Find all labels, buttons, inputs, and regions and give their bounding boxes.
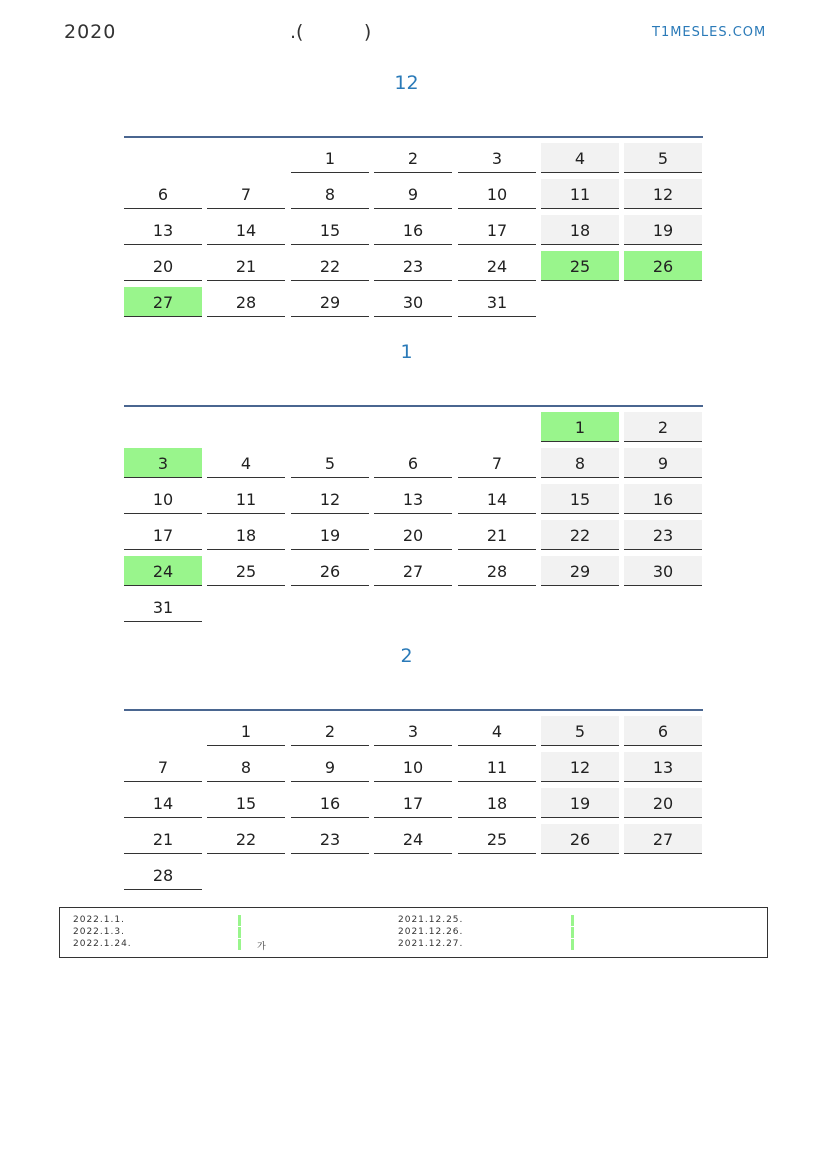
day-cell: 18 [207,520,285,550]
day-cell: 22 [541,520,619,550]
legend-item [73,927,393,939]
day-cell: 31 [124,592,202,622]
day-cell: 23 [624,520,702,550]
day-cell: 29 [291,287,369,317]
legend-item [398,927,718,939]
day-cell: 26 [541,824,619,854]
legend-date: 2022.1.3. [73,927,125,937]
day-cell: 20 [124,251,202,281]
day-cell: 22 [207,824,285,854]
day-cell: 26 [624,251,702,281]
day-cell: 14 [124,788,202,818]
day-cell: 11 [207,484,285,514]
day-cell: 31 [458,287,536,317]
day-cell: 12 [291,484,369,514]
holiday-marker [571,939,574,950]
holiday-marker [571,915,574,926]
day-cell: 17 [124,520,202,550]
page-subtitle: .( ) [290,21,372,43]
day-cell: 4 [541,143,619,173]
day-cell: 16 [291,788,369,818]
day-cell: 18 [541,215,619,245]
day-cell: 3 [458,143,536,173]
legend-date: 2021.12.27. [398,939,464,949]
day-cell: 6 [374,448,452,478]
day-cell: 7 [207,179,285,209]
legend-item [73,939,393,951]
holiday-marker [238,939,241,950]
day-cell: 28 [458,556,536,586]
day-cell: 5 [291,448,369,478]
day-cell: 2 [374,143,452,173]
day-cell: 8 [207,752,285,782]
month-divider [124,405,703,407]
legend-name: 가 [257,942,267,952]
day-cell: 9 [624,448,702,478]
day-cell: 17 [374,788,452,818]
day-cell: 19 [624,215,702,245]
day-cell: 25 [458,824,536,854]
day-cell: 24 [458,251,536,281]
month-title: 1 [400,341,413,363]
day-cell: 14 [458,484,536,514]
day-cell: 24 [124,556,202,586]
day-cell: 4 [207,448,285,478]
day-cell: 23 [291,824,369,854]
day-cell: 20 [374,520,452,550]
day-cell: 12 [624,179,702,209]
holiday-marker [238,915,241,926]
day-cell: 21 [124,824,202,854]
day-cell: 23 [374,251,452,281]
day-cell: 17 [458,215,536,245]
day-cell: 8 [291,179,369,209]
day-cell: 21 [207,251,285,281]
day-cell: 2 [624,412,702,442]
day-cell: 1 [291,143,369,173]
day-cell: 26 [291,556,369,586]
day-cell: 28 [124,860,202,890]
day-cell: 25 [541,251,619,281]
day-cell: 21 [458,520,536,550]
month-title: 2 [400,645,413,667]
month-divider [124,709,703,711]
day-cell: 29 [541,556,619,586]
day-cell: 22 [291,251,369,281]
day-cell: 19 [291,520,369,550]
day-cell: 18 [458,788,536,818]
day-cell: 5 [624,143,702,173]
month-divider [124,136,703,138]
day-cell: 11 [541,179,619,209]
day-cell: 4 [458,716,536,746]
day-cell: 11 [458,752,536,782]
holiday-legend [59,907,768,958]
legend-item [73,915,393,927]
day-cell: 14 [207,215,285,245]
holiday-marker [571,927,574,938]
day-cell: 9 [374,179,452,209]
legend-item [398,939,718,951]
day-cell: 5 [541,716,619,746]
day-cell: 8 [541,448,619,478]
day-cell: 13 [124,215,202,245]
day-cell: 10 [124,484,202,514]
month-title: 12 [394,72,419,94]
day-cell: 30 [374,287,452,317]
day-cell: 7 [458,448,536,478]
day-cell: 10 [374,752,452,782]
year-title: 2020 [64,21,117,43]
day-cell: 15 [207,788,285,818]
day-cell: 20 [624,788,702,818]
day-cell: 16 [624,484,702,514]
page-header [0,0,827,60]
day-cell: 1 [541,412,619,442]
day-cell: 30 [624,556,702,586]
day-cell: 16 [374,215,452,245]
site-link[interactable]: T1MESLES.COM [652,25,767,40]
day-cell: 1 [207,716,285,746]
day-cell: 27 [374,556,452,586]
day-cell: 19 [541,788,619,818]
day-cell: 27 [624,824,702,854]
legend-date: 2022.1.24. [73,939,132,949]
holiday-marker [238,927,241,938]
day-cell: 24 [374,824,452,854]
day-cell: 27 [124,287,202,317]
day-cell: 6 [624,716,702,746]
day-cell: 3 [374,716,452,746]
legend-date: 2021.12.25. [398,915,464,925]
day-cell: 15 [541,484,619,514]
day-cell: 15 [291,215,369,245]
legend-date: 2022.1.1. [73,915,125,925]
day-cell: 7 [124,752,202,782]
day-cell: 13 [624,752,702,782]
day-cell: 3 [124,448,202,478]
day-cell: 12 [541,752,619,782]
day-cell: 6 [124,179,202,209]
day-cell: 25 [207,556,285,586]
day-cell: 2 [291,716,369,746]
legend-item [398,915,718,927]
day-cell: 13 [374,484,452,514]
day-cell: 9 [291,752,369,782]
day-cell: 10 [458,179,536,209]
legend-date: 2021.12.26. [398,927,464,937]
day-cell: 28 [207,287,285,317]
